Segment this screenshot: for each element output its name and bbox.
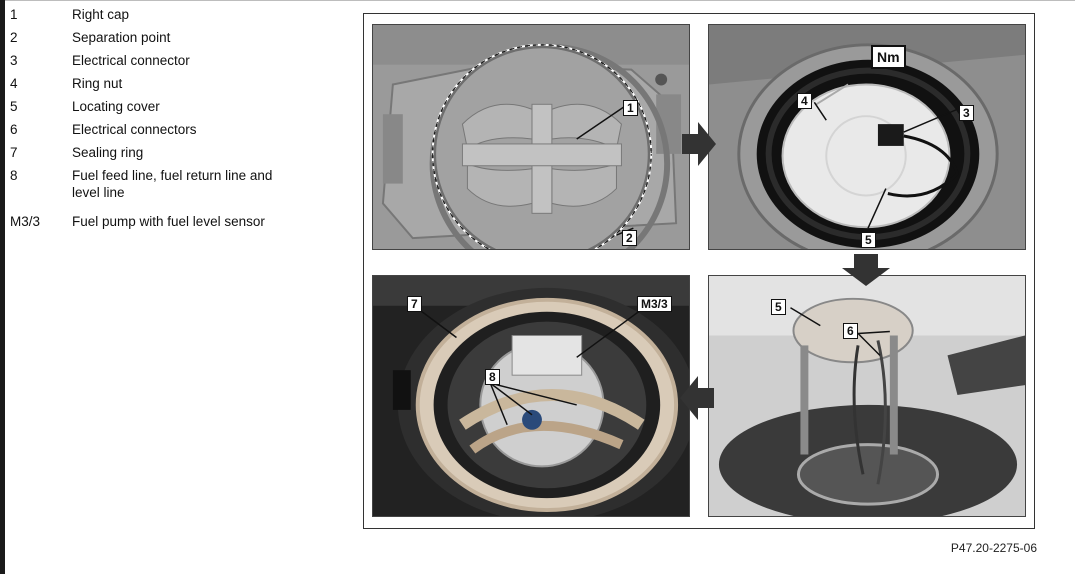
legend-number: 2 bbox=[10, 30, 18, 45]
callout-label: 6 bbox=[843, 323, 858, 339]
callout-label: M3/3 bbox=[637, 296, 672, 312]
arrow-left-icon bbox=[680, 376, 714, 420]
legend-text: Ring nut bbox=[72, 76, 123, 91]
photo-ring-nut bbox=[708, 24, 1026, 250]
legend-text: Locating cover bbox=[72, 99, 160, 114]
figure-frame bbox=[363, 13, 1035, 529]
arrow-down-icon bbox=[842, 254, 890, 286]
legend-number: 4 bbox=[10, 76, 18, 91]
left-margin-bar bbox=[0, 0, 5, 574]
callout-label: 3 bbox=[959, 105, 974, 121]
callout-label: 8 bbox=[485, 369, 500, 385]
photo-right-cap bbox=[372, 24, 690, 250]
legend-text: Sealing ring bbox=[72, 145, 144, 160]
callout-label: 1 bbox=[623, 100, 638, 116]
callout-label: 5 bbox=[771, 299, 786, 315]
callout-label: 4 bbox=[797, 93, 812, 109]
photo-sealing-ring-illustration bbox=[373, 276, 689, 516]
photo-ring-nut-illustration bbox=[709, 25, 1025, 249]
legend-number: 5 bbox=[10, 99, 18, 114]
photo-right-cap-illustration bbox=[373, 25, 689, 249]
legend-number: 3 bbox=[10, 53, 18, 68]
top-rule bbox=[0, 0, 1075, 1]
legend-text: Electrical connector bbox=[72, 53, 190, 68]
legend-number: M3/3 bbox=[10, 214, 41, 229]
photo-sealing-ring bbox=[372, 275, 690, 517]
torque-nm-badge: Nm bbox=[871, 45, 906, 69]
arrow-right-icon bbox=[682, 122, 716, 166]
legend-text: Fuel feed line, fuel return line and level line bbox=[72, 168, 273, 200]
legend-number: 7 bbox=[10, 145, 18, 160]
figure-reference-code: P47.20-2275-06 bbox=[950, 541, 1037, 555]
photo-locating-cover bbox=[708, 275, 1026, 517]
legend-text: Fuel pump with fuel level sensor bbox=[72, 214, 265, 229]
legend-text: Right cap bbox=[72, 7, 130, 22]
callout-label: 5 bbox=[861, 232, 876, 248]
legend-number: 1 bbox=[10, 7, 18, 22]
legend-number: 6 bbox=[10, 122, 18, 137]
legend-number: 8 bbox=[10, 168, 18, 183]
legend-text: Electrical connectors bbox=[72, 122, 197, 137]
photo-locating-cover-illustration bbox=[709, 276, 1025, 516]
legend-text: Separation point bbox=[72, 30, 171, 45]
callout-label: 7 bbox=[407, 296, 422, 312]
callout-label: 2 bbox=[622, 230, 637, 246]
